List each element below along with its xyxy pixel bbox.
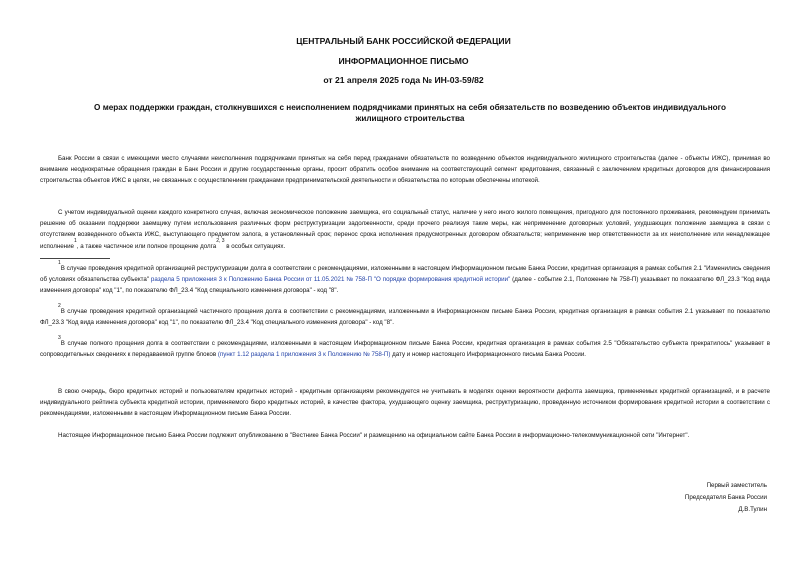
paragraph-2 — [40, 207, 770, 252]
doc-type: ИНФОРМАЦИОННОЕ ПИСЬМО — [338, 56, 469, 66]
footnote-2-text: В случае проведения кредитной организацией частичного прощения долга в соответствии с рекомендациями, изложенными в Информационном письме Банка России, кредитная организация в рамках события 2.1 указывает по показателю ФЛ_23.3 "Код вида изменения договора" код "1", по показателю ФЛ_23.4 "Код специального изменения договора" - код "8". — [40, 308, 770, 327]
footnote-divider — [40, 258, 110, 259]
footnote-3-regulation-link[interactable]: (пункт 1.12 раздела 1 приложения 3 к Положению № 758-П) — [217, 351, 391, 359]
paragraph-1: Банк России в связи с имеющими место случаями неисполнения подрядчиками принятых на себя перед гражданами обязательств по возведению объектов индивидуального жилищного строительства (далее - объекты ИЖС), принимая во внимание неоднократные обращения граждан в Банк России и другие государственные органы, просит обратить особое внимание на соответствующий сегмент кредитования, связанный с заключением кредитных договоров для финансирования строительства объектов ИЖС в целях, не связанных с осуществлением гражданами предпринимательской деятельности и обязательства по которым обеспечены ипотекой. — [40, 155, 770, 185]
footnote-1 — [40, 260, 770, 297]
footnote-1-mark: 1 — [58, 260, 61, 266]
signature-position: Первый заместитель — [706, 482, 767, 489]
footnote-1-regulation-link[interactable]: раздела 5 приложения 3 к Положению Банка России от 11.05.2021 № 758-П "О порядке формирования кредитной истории" — [150, 276, 511, 284]
footnote-3 — [40, 335, 770, 360]
paragraph-2-end: в особых ситуациях. — [224, 242, 286, 250]
signature-name: Д.В.Тулин — [738, 506, 767, 513]
footnote-2-mark: 2 — [58, 303, 61, 309]
footnote-1-text-a: В случае проведения кредитной организацией реструктуризации долга в соответствии с рекомендациями, изложенными в настоящем Информационном письме Банка России, кредитная организация в рамках события 2.1 "Изменились сведения об условиях обязательства субъекта" — [40, 265, 770, 284]
signature-position-2: Председателя Банка России — [684, 494, 767, 501]
signature-block — [685, 480, 767, 516]
org-name: ЦЕНТРАЛЬНЫЙ БАНК РОССИЙСКОЙ ФЕДЕРАЦИИ — [296, 36, 511, 46]
footnote-2 — [40, 303, 770, 328]
footnote-ref-1[interactable]: 1 — [74, 237, 77, 244]
doc-date-number: от 21 апреля 2025 года № ИН-03-59/82 — [323, 75, 484, 85]
footnote-3-mark: 3 — [58, 335, 61, 341]
footnote-3-text-b: дату и номер настоящего Информационного письма Банка России. — [390, 351, 587, 359]
paragraph-2-text: С учетом индивидуальной оценки каждого конкретного случая, включая экономическое положение заемщика, его социальный статус, наличие у него иного жилого помещения, пригодного для постоянного проживания, рекомендуем принимать решение об оказании поддержки заемщику путем использования различных форм реструктуризации задолженности, среди прочего реализуя такие меры, как неприменение договорных условий, ухудшающих положение заемщика в связи с отсутствием возведенного объекта ИЖС, выступающего предметом залога, в установленный срок; перенос срока исполнения предусмотренных договором обязательств; неприменение мер ответственности за их неисполнение или ненадлежащее исполнение — [40, 209, 770, 250]
footnote-1-text-b: (далее - событие 2.1, Положение № 758-П) указывает по показателю ФЛ_23.3 "Код вида изменения договора" код "1", по показателю ФЛ_23.4 "Код специального изменения договора" - код "8". — [40, 276, 770, 295]
paragraph-3: В свою очередь, бюро кредитных историй и пользователям кредитных историй - кредитным организациям рекомендуется не учитывать в моделях оценки вероятности дефолта заемщика, применяемых кредитной организацией, и в расчете индивидуального рейтинга субъекта кредитной истории, применяемого бюро кредитных историй, в качестве фактора, ухудшающего оценку заемщика, реструктуризацию, проведенную источником формирования кредитной истории в соответствии с рекомендациями, изложенными в настоящем Информационном письме Банка России. — [40, 388, 770, 418]
paragraph-2-mid: , а также частичное или полное прощение долга — [76, 242, 217, 250]
paragraph-4: Настоящее Информационное письмо Банка России подлежит опубликованию в "Вестнике Банка России" и размещению на официальном сайте Банка России в информационно-телекоммуникационной сети "Интернет". — [58, 432, 690, 439]
doc-title: О мерах поддержки граждан, столкнувшихся с неисполнением подрядчиками принятых на себя обязательств по возведению объектов индивидуального жилищного строительства — [94, 103, 726, 123]
footnote-3-text-a: В случае полного прощения долга в соответствии с рекомендациями, изложенными в настоящем Информационном письме Банка России, кредитная организация в рамках события 2.5 "Обязательство субъекта прекратилось" указывает в сопроводительных сведениях к передаваемой группе блоков — [40, 340, 770, 359]
footnote-ref-2-3[interactable]: 2, 3 — [216, 237, 225, 244]
